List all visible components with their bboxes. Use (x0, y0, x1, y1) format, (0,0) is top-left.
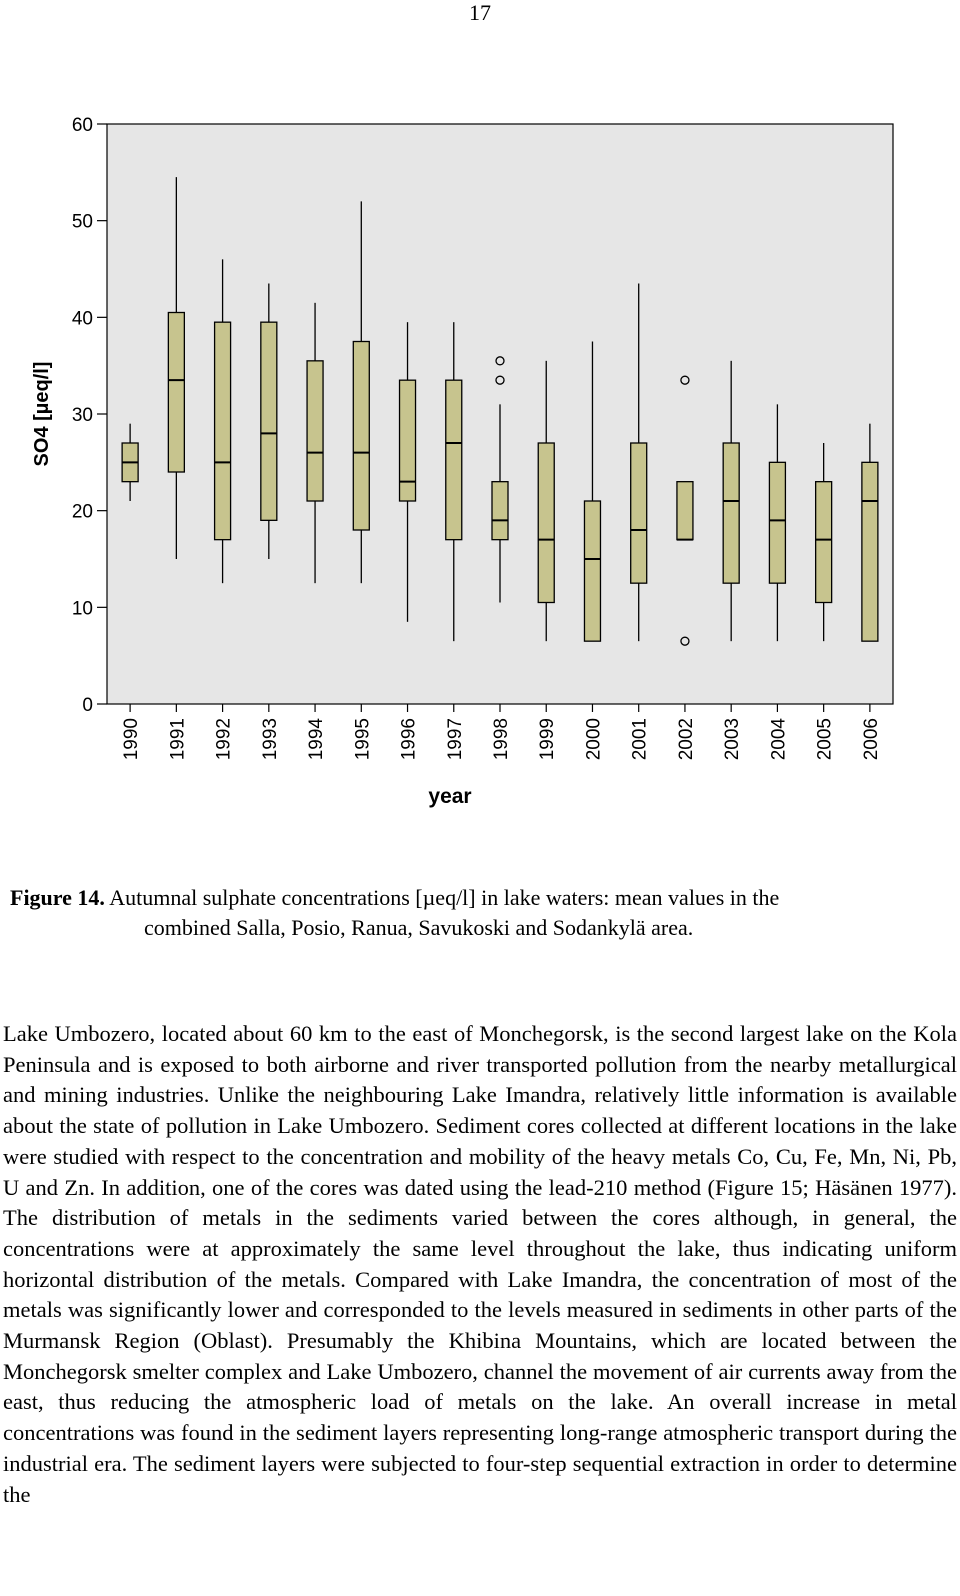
x-tick-label: 2005 (814, 718, 836, 761)
x-tick-label: 2000 (583, 718, 605, 761)
caption-line-1: Autumnal sulphate concentrations [µeq/l] in lake waters: mean values in the (109, 885, 780, 910)
y-tick-label: 40 (71, 308, 93, 330)
box (862, 462, 878, 641)
box (307, 361, 323, 501)
figure-caption (10, 883, 946, 943)
x-tick-label: 2004 (768, 718, 790, 761)
x-tick-label: 1999 (537, 718, 559, 761)
x-tick-label: 2002 (675, 718, 697, 761)
x-tick-label: 1997 (444, 718, 466, 761)
box (492, 482, 508, 540)
box (723, 443, 739, 583)
x-tick-label: 1993 (259, 718, 281, 761)
x-tick-label: 2006 (860, 718, 882, 761)
x-tick-label: 1995 (352, 718, 374, 761)
box (816, 482, 832, 603)
x-tick-label: 2003 (722, 718, 744, 761)
x-tick-label: 2001 (629, 718, 651, 761)
boxplot-figure (0, 100, 960, 840)
box (631, 443, 647, 583)
x-tick-label: 1990 (121, 718, 143, 761)
box (261, 322, 277, 520)
box (584, 501, 600, 641)
box (400, 380, 416, 501)
box (769, 462, 785, 583)
x-tick-label: 1996 (398, 718, 420, 761)
x-axis-title: year (428, 785, 472, 808)
caption-line-2: combined Salla, Posio, Ranua, Savukoski and Sodankylä area. (144, 915, 694, 940)
x-tick-label: 1998 (491, 718, 512, 761)
y-tick-label: 10 (71, 598, 93, 620)
y-tick-label: 0 (82, 695, 93, 716)
figure-label: Figure 14. (10, 885, 105, 910)
box (215, 322, 231, 540)
y-axis-title: SO4 [µeq/l] (31, 361, 53, 467)
box (446, 380, 462, 539)
page-number: 17 (469, 0, 491, 25)
sulphate-boxplot-chart (0, 100, 960, 840)
body-paragraph: Lake Umbozero, located about 60 km to the east of Monchegorsk, is the second largest lake on the Kola Peninsula and is exposed to both airborne and river transported pollution from the nearby metallurgical and mining industries. Unlike the neighbouring Lake Imandra, relatively little information is available about the state of pollution in Lake Umbozero. Sediment cores collected at different locations in the lake were studied with respect to the concentration and mobility of the heavy metals Co, Cu, Fe, Mn, Ni, Pb, U and Zn. In addition, one of the cores was dated using the lead-210 method (Figure 15; Häsänen 1977). The distribution of metals in the sediments varied between the cores although, in general, the concentrations were at approximately the same level throughout the lake, thus indicating uniform horizontal distribution of the metals. Compared with Lake Imandra, the concentration of most of the metals was significantly lower and corresponded to the levels measured in sediments in other parts of the Murmansk Region (Oblast). Presumably the Khibina Mountains, which are located between the Monchegorsk smelter complex and Lake Umbozero, channel the movement of air currents away from the east, thus reducing the atmospheric load of metals on the lake. An overall increase in metal concentrations was found in the sediment layers representing long-range atmospheric transport during the industrial era. The sediment layers were subjected to four-step sequential extraction in order to determine the (3, 1021, 957, 1507)
x-tick-label: 1994 (306, 718, 328, 761)
box (168, 313, 184, 473)
y-tick-label: 60 (71, 115, 93, 136)
y-tick-label: 20 (71, 501, 93, 523)
y-tick-label: 30 (71, 405, 93, 426)
body-text (3, 1019, 957, 1510)
box (677, 482, 693, 540)
x-tick-label: 1992 (213, 718, 235, 761)
y-tick-label: 50 (71, 211, 93, 233)
box (353, 342, 369, 531)
x-tick-label: 1991 (167, 718, 189, 761)
box (538, 443, 554, 603)
